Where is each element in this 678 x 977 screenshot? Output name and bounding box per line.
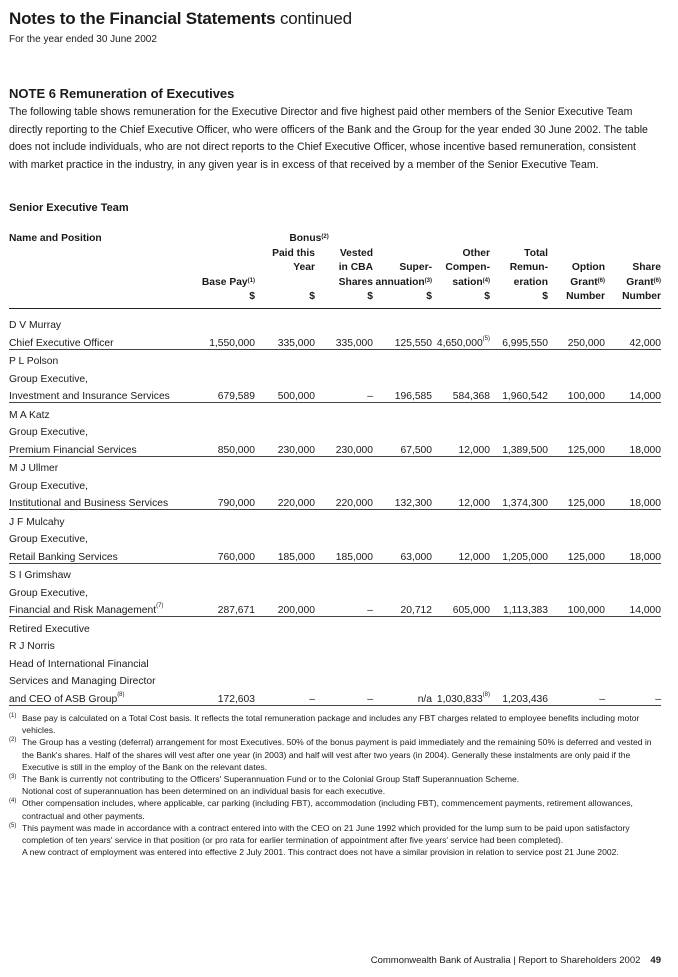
row-label: and CEO of ASB Group$^{(8)}$ [9,687,199,705]
cell-base [199,617,255,635]
footnote-marker: (1) [9,713,17,719]
cell-paid [255,635,315,653]
cell-other: 4,650,000$^{(5)}$ [432,331,490,349]
cell-paid [255,314,315,332]
cell-other [432,456,490,474]
col-vested-header: Vested [339,247,374,259]
cell-other [432,367,490,385]
cell-super [373,670,432,688]
row-label: S I Grimshaw [9,570,71,581]
row-label: Financial and Risk Management$^{(7)}$ [9,599,199,617]
unit-base: $ [199,290,255,308]
cell-vested [315,652,373,670]
cell-super [373,421,432,439]
row-label: R J Norris [9,641,55,652]
cell-other [432,652,490,670]
col-other-header: Other [462,247,491,259]
cell-vested: 335,000 [315,331,373,349]
cell-base [199,635,255,653]
cell-vested [315,617,373,635]
cell-vested: 185,000 [315,545,373,563]
cell-option: 100,000 [548,385,605,403]
cell-super [373,510,432,528]
table-body [9,314,661,706]
cell-base [199,456,255,474]
cell-total [490,314,548,332]
table-row [9,331,661,349]
row-label: Premium Financial Services [9,438,199,456]
col-other-header-2: Compen- [445,262,491,273]
cell-other [432,474,490,492]
cell-base: 1,550,000 [199,331,255,349]
footnotes [9,712,659,858]
cell-share [605,617,661,635]
cell-option [548,528,605,546]
cell-option [548,314,605,332]
row-label: Head of International Financial [9,658,149,670]
page-title [9,9,352,29]
cell-share [605,510,661,528]
cell-super [373,563,432,581]
col-total-header-2: Remun- [509,262,549,273]
cell-other: 584,368 [432,385,490,403]
cell-share [605,528,661,546]
cell-option: 250,000 [548,331,605,349]
remuneration-table [9,232,661,706]
col-base-header: Base Pay$^{(1)}$ [201,276,255,288]
cell-paid: – [255,687,315,705]
cell-other: 12,000 [432,545,490,563]
table-row [9,438,661,456]
table-row [9,545,661,563]
cell-base [199,563,255,581]
table-header [9,232,661,314]
cell-vested: – [315,599,373,617]
row-label: Retail Banking Services [9,545,199,563]
table-row [9,599,661,617]
cell-super [373,314,432,332]
cell-share [605,456,661,474]
row-label: M J Ullmer [9,463,59,474]
cell-total [490,581,548,599]
table-row [9,563,661,581]
cell-paid [255,617,315,635]
title-continued: continued [279,9,352,28]
unit-option: Number [548,290,605,308]
cell-super: n/a [373,687,432,705]
cell-total [490,617,548,635]
cell-base [199,314,255,332]
table-row [9,528,661,546]
cell-option [548,474,605,492]
cell-total [490,474,548,492]
footnote-text: Base pay is calculated on a Total Cost basis. It reflects the total remuneration package and includes any FBT charges related to employee benefits including motor vehicles. [22,713,640,736]
col-share-header: Share [632,262,662,273]
cell-option: 125,000 [548,545,605,563]
cell-option [548,421,605,439]
cell-paid: 335,000 [255,331,315,349]
col-name-header: Name and Position [9,233,102,244]
cell-other [432,314,490,332]
page-subtitle: For the year ended 30 June 2002 [9,34,157,45]
cell-base: 172,603 [199,687,255,705]
col-super-header: Super- [399,262,433,273]
col-vested-header-3: Shares [338,276,374,288]
cell-super [373,635,432,653]
table-row [9,670,661,688]
footnote-marker: (2) [9,737,17,744]
cell-option [548,670,605,688]
row-label: Group Executive, [9,587,88,599]
cell-vested [315,349,373,367]
col-option-header: Option [571,262,606,273]
table-row [9,385,661,403]
cell-paid [255,528,315,546]
cell-total [490,510,548,528]
cell-total: 1,374,300 [490,492,548,510]
footer-text: Commonwealth Bank of Australia | Report to Shareholders 2002 [370,955,641,966]
cell-super [373,474,432,492]
cell-paid [255,474,315,492]
footnote [9,773,659,797]
footnote-marker: (5) [9,822,17,829]
footnote-text: The Group has a vesting (deferral) arrangement for most Executives. 50% of the bonus payment is paid immediately and the remaining 50% is deferred and vested in the Bank's shares. Half of the shares will vest after one year (in 2003) and half will vest after two years (in 2004). Generally these instalments are only paid if the Executive is still in the employ of the Bank on the relevant dates. [22,737,652,772]
cell-total [490,456,548,474]
row-label: Services and Managing Director [9,676,156,687]
cell-base: 790,000 [199,492,255,510]
row-label: Retired Executive [9,623,90,635]
row-label: Group Executive, [9,373,88,385]
cell-share: 18,000 [605,438,661,456]
cell-vested [315,474,373,492]
cell-other [432,403,490,421]
cell-super: 63,000 [373,545,432,563]
cell-option [548,635,605,653]
cell-total: 1,113,383 [490,599,548,617]
cell-option [548,367,605,385]
cell-vested: 230,000 [315,438,373,456]
cell-other [432,528,490,546]
row-label: D V Murray [9,320,62,331]
cell-other [432,349,490,367]
cell-paid [255,670,315,688]
col-total-header-3: eration [513,276,549,288]
cell-vested: – [315,687,373,705]
cell-paid: 220,000 [255,492,315,510]
cell-super [373,456,432,474]
cell-base: 850,000 [199,438,255,456]
cell-option: 125,000 [548,438,605,456]
table-row [9,617,661,635]
cell-share [605,581,661,599]
footnote [9,712,659,736]
cell-share [605,635,661,653]
cell-total: 6,995,550 [490,331,548,349]
cell-super: 196,585 [373,385,432,403]
table-row [9,581,661,599]
cell-base [199,367,255,385]
col-paid-header-2: Year [293,262,315,273]
unit-share: Number [605,290,661,308]
cell-share [605,652,661,670]
table-row [9,314,661,332]
cell-other: 12,000 [432,492,490,510]
cell-total: 1,960,542 [490,385,548,403]
cell-paid: 185,000 [255,545,315,563]
cell-paid: 500,000 [255,385,315,403]
page-footer [371,955,661,966]
footnote-text-continued: Notional cost of superannuation has been determined on an individual basis for each executive. [22,786,386,797]
col-option-header-2: Grant$^{(6)}$ [570,276,606,288]
cell-total [490,635,548,653]
cell-vested [315,563,373,581]
cell-share: 18,000 [605,492,661,510]
page-number: 49 [650,955,661,966]
cell-base [199,474,255,492]
note-heading: NOTE 6 Remuneration of Executives [9,86,235,101]
cell-share [605,349,661,367]
col-super-header-2: annuation$^{(3)}$ [375,276,433,288]
cell-paid [255,581,315,599]
unit-other: $ [432,290,490,308]
cell-base [199,652,255,670]
table-row [9,456,661,474]
cell-vested [315,670,373,688]
bonus-group-header: Bonus$^{(2)}$ [289,233,329,244]
cell-super [373,652,432,670]
cell-paid [255,652,315,670]
cell-option [548,510,605,528]
row-label: Group Executive, [9,480,88,492]
cell-paid: 200,000 [255,599,315,617]
cell-total [490,349,548,367]
cell-total: 1,205,000 [490,545,548,563]
cell-super: 20,712 [373,599,432,617]
table-row [9,474,661,492]
cell-paid [255,349,315,367]
cell-share: 42,000 [605,331,661,349]
col-share-header-2: Grant$^{(6)}$ [626,276,662,288]
cell-total [490,403,548,421]
cell-share: 14,000 [605,599,661,617]
row-label: J F Mulcahy [9,516,65,528]
cell-other: 1,030,833$^{(8)}$ [432,687,490,705]
cell-paid: 230,000 [255,438,315,456]
table-row [9,510,661,528]
table-row [9,687,661,705]
title-main: Notes to the Financial Statements [9,9,276,28]
footnote-text: Other compensation includes, where applicable, car parking (including FBT), accommodation (including FBT), commencement payments, retirement allowances, contractual and other payments. [22,798,633,821]
cell-share [605,474,661,492]
cell-base [199,421,255,439]
footnote-text: The Bank is currently not contributing to the Officers' Superannuation Fund or to the Colonial Group Staff Superannuation Scheme. [22,774,520,785]
cell-other [432,510,490,528]
cell-total [490,670,548,688]
cell-total [490,421,548,439]
cell-share [605,403,661,421]
unit-vested: $ [315,290,373,308]
cell-paid [255,367,315,385]
cell-paid [255,510,315,528]
cell-super [373,403,432,421]
cell-option: 100,000 [548,599,605,617]
row-label: Chief Executive Officer [9,331,199,349]
cell-total [490,528,548,546]
cell-super [373,581,432,599]
unit-paid: $ [255,290,315,308]
cell-base: 287,671 [199,599,255,617]
cell-vested [315,635,373,653]
cell-vested [315,367,373,385]
cell-super: 67,500 [373,438,432,456]
row-label: Investment and Insurance Services [9,385,199,403]
cell-share: 18,000 [605,545,661,563]
cell-paid [255,403,315,421]
cell-other [432,581,490,599]
cell-total [490,563,548,581]
cell-other [432,670,490,688]
footnote-text: This payment was made in accordance with a contract entered into with the CEO on 21 June 1992 which provided for the lump sum to be paid upon satisfactory completion of ten years' service in that position (or pro rata for earlier termination of appointment after five years' service had been completed). [22,822,630,846]
cell-option: 125,000 [548,492,605,510]
unit-total: $ [490,290,548,308]
cell-total: 1,203,436 [490,687,548,705]
col-other-header-3: sation$^{(4)}$ [452,276,491,288]
cell-vested [315,528,373,546]
cell-share [605,421,661,439]
cell-other: 605,000 [432,599,490,617]
cell-super [373,349,432,367]
cell-base: 760,000 [199,545,255,563]
cell-option [548,652,605,670]
footnote [9,797,659,821]
table-row [9,403,661,421]
col-paid-header: Paid this [272,247,315,259]
cell-paid [255,563,315,581]
table-row [9,367,661,385]
cell-other [432,421,490,439]
cell-super [373,367,432,385]
note-intro: The following table shows remuneration for the Executive Director and five highest paid other members of the Senior Executive Team directly reporting to the Chief Executive Officer, who were officers of the Bank and the Group for the year ended 30 June 2002. The table does not include individuals, who are not direct reports to the Chief Executive Officer, whose incentive based remuneration, consistent with market practice in the industry, in any given year is in excess of that received by a member of the Senior Executive Team. [9,106,648,171]
cell-base [199,581,255,599]
cell-vested [315,421,373,439]
cell-vested: – [315,385,373,403]
cell-vested [315,456,373,474]
cell-base: 679,589 [199,385,255,403]
cell-base [199,528,255,546]
cell-super: 125,550 [373,331,432,349]
cell-base [199,403,255,421]
cell-base [199,670,255,688]
section-title: Senior Executive Team [9,202,129,214]
row-label: P L Polson [9,356,59,367]
table-row [9,652,661,670]
col-total-header: Total [524,247,549,259]
row-label: M A Katz [9,409,50,421]
footnote-text-continued: A new contract of employment was entered into effective 2 July 2001. This contract does not have a similar provision in relation to service post 21 June 2002. [22,847,619,858]
cell-super [373,528,432,546]
cell-option [548,617,605,635]
row-label: Group Executive, [9,427,88,438]
cell-other [432,563,490,581]
cell-option [548,349,605,367]
cell-vested: 220,000 [315,492,373,510]
cell-option [548,456,605,474]
footnote-marker: (3) [9,774,17,781]
cell-total [490,367,548,385]
cell-other [432,617,490,635]
cell-total: 1,389,500 [490,438,548,456]
cell-option [548,581,605,599]
footnote [9,736,659,773]
row-label: Group Executive, [9,534,88,545]
cell-option [548,403,605,421]
cell-paid [255,456,315,474]
cell-super: 132,300 [373,492,432,510]
cell-share [605,314,661,332]
cell-share [605,367,661,385]
cell-share [605,670,661,688]
footnote [9,822,659,859]
table-row [9,492,661,510]
cell-vested [315,314,373,332]
footnote-marker: (4) [9,798,17,805]
cell-share [605,563,661,581]
cell-vested [315,510,373,528]
cell-paid [255,421,315,439]
col-vested-header-2: in CBA [338,262,374,273]
unit-super: $ [373,290,432,308]
cell-other: 12,000 [432,438,490,456]
cell-other [432,635,490,653]
table-row [9,635,661,653]
cell-vested [315,581,373,599]
table-row [9,421,661,439]
cell-share: – [605,687,661,705]
cell-total [490,652,548,670]
cell-vested [315,403,373,421]
row-label: Institutional and Business Services [9,492,199,510]
cell-base [199,510,255,528]
cell-super [373,617,432,635]
cell-share: 14,000 [605,385,661,403]
table-row [9,349,661,367]
cell-option [548,563,605,581]
cell-option: – [548,687,605,705]
cell-base [199,349,255,367]
